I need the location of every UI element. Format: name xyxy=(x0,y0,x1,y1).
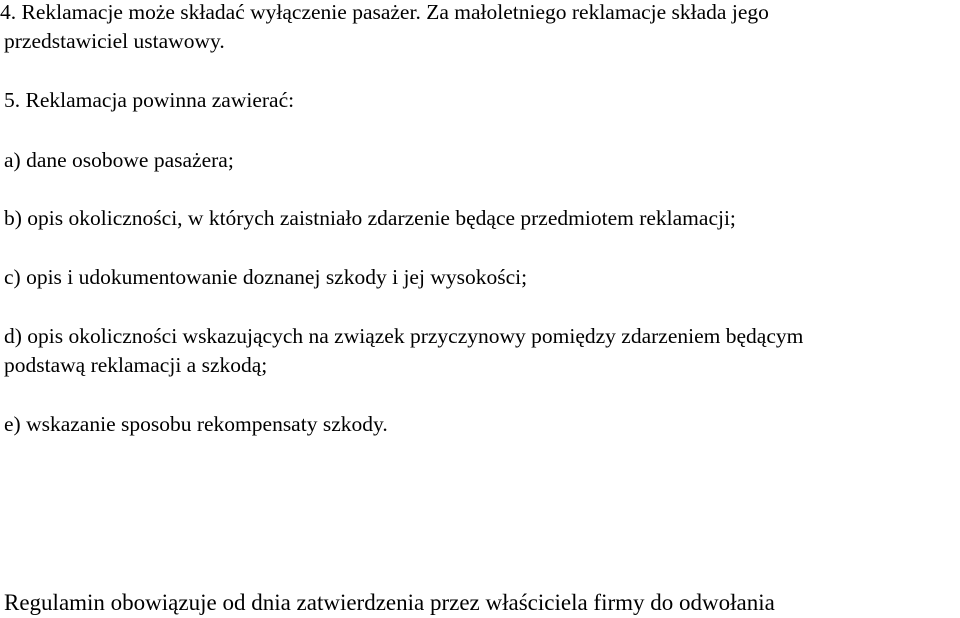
item-5-point-d-line-1: d) opis okoliczności wskazujących na związek przyczynowy pomiędzy zdarzeniem będącym xyxy=(4,324,804,348)
item-5-point-d-line-2: podstawą reklamacji a szkodą; xyxy=(4,353,268,377)
item-4-text-line-2: przedstawiciel ustawowy. xyxy=(4,29,225,53)
item-5-point-e: e) wskazanie sposobu rekompensaty szkody. xyxy=(4,412,388,436)
item-5-point-b: b) opis okoliczności, w których zaistniało zdarzenie będące przedmiotem reklamacji; xyxy=(4,206,736,230)
item-5-point-a: a) dane osobowe pasażera; xyxy=(4,148,234,172)
item-5-heading: 5. Reklamacja powinna zawierać: xyxy=(4,88,295,112)
item-5-point-c: c) opis i udokumentowanie doznanej szkody i jej wysokości; xyxy=(4,265,528,289)
item-4-text-line-1: 4. Reklamacje może składać wyłączenie pasażer. Za małoletniego reklamacje składa jego xyxy=(0,0,769,24)
regulation-validity-footer: Regulamin obowiązuje od dnia zatwierdzenia przez właściciela firmy do odwołania xyxy=(4,590,775,615)
